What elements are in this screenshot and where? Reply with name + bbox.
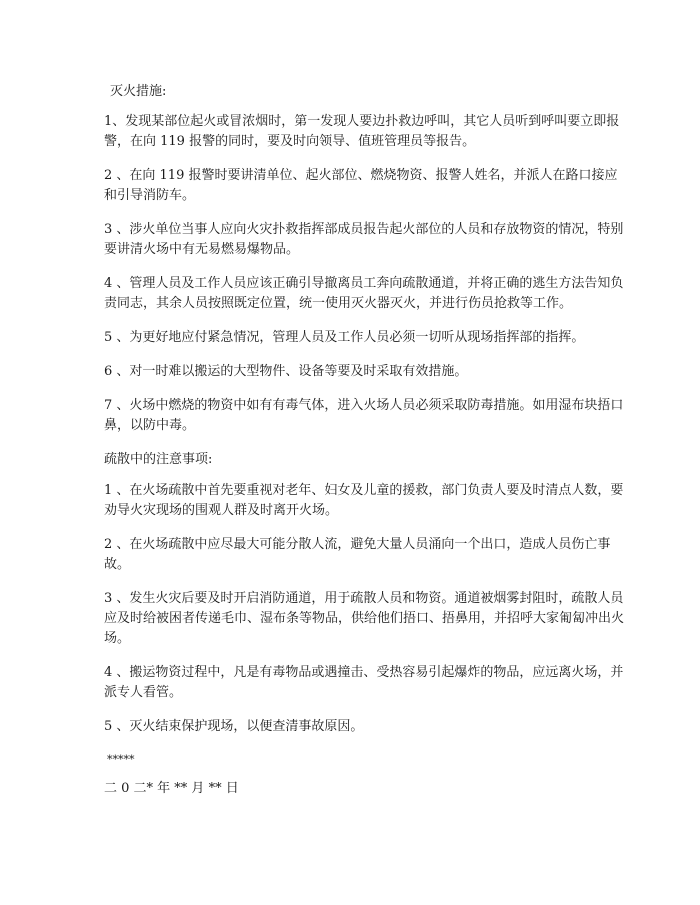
fire-measure-1: 1、发现某部位起火或冒浓烟时，第一发现人要边扑救边呼叫，其它人员听到呼叫要立即报警，在向 119 报警的同时，要及时向领导、值班管理员等报告。 — [104, 114, 620, 149]
fire-measure-7: 7 、火场中燃烧的物资中如有有毒气体，进入火场人员必须采取防毒措施。如用湿布块捂口鼻，以防中毒。 — [104, 398, 624, 433]
fire-measure-4: 4 、管理人员及工作人员应该正确引导撤离员工奔向疏散通道，并将正确的逃生方法告知负责同志，其余人员按照既定位置，统一使用灭火器灭火，并进行伤员抢救等工作。 — [104, 276, 624, 311]
document-body — [104, 82, 624, 799]
fire-measure-5: 5 、为更好地应付紧急情况，管理人员及工作人员必须一切听从现场指挥部的指挥。 — [104, 330, 585, 345]
fire-measure-3: 3 、涉火单位当事人应向火灾扑救指挥部成员报告起火部位的人员和存放物资的情况，特别要讲清火场中有无易燃易爆物品。 — [104, 222, 624, 257]
fire-measures-heading: 灭火措施: — [110, 84, 167, 99]
evacuation-note-2: 2 、在火场疏散中应尽最大可能分散人流，避免大量人员涌向一个出口，造成人员伤亡事故。 — [104, 537, 611, 572]
fire-measure-2: 2 、在向 119 报警时要讲清单位、起火部位、燃烧物资、报警人姓名，并派人在路口接应和引导消防车。 — [104, 168, 618, 203]
evacuation-note-4: 4 、搬运物资过程中，凡是有毒物品或遇撞击、受热容易引起爆炸的物品，应远离火场，并派专人看管。 — [104, 665, 624, 700]
evacuation-note-1: 1 、在火场疏散中首先要重视对老年、妇女及儿童的援救，部门负责人要及时清点人数，要劝导火灾现场的围观人群及时离开火场。 — [104, 483, 624, 518]
separator-stars: ***** — [107, 753, 135, 766]
fire-measure-6: 6 、对一时难以搬运的大型物件、设备等要及时采取有效措施。 — [104, 364, 468, 379]
document-date: 二 0 二* 年 ** 月 ** 日 — [104, 781, 239, 796]
evacuation-heading: 疏散中的注意事项: — [104, 452, 213, 467]
evacuation-note-5: 5 、灭火结束保护现场，以便查清事故原因。 — [104, 719, 364, 734]
evacuation-note-3: 3 、发生火灾后要及时开启消防通道，用于疏散人员和物资。通道被烟雾封阻时，疏散人员应及时给被困者传递毛巾、湿布条等物品，供给他们捂口、捂鼻用，并招呼大家匍匐冲出火场。 — [104, 591, 625, 646]
